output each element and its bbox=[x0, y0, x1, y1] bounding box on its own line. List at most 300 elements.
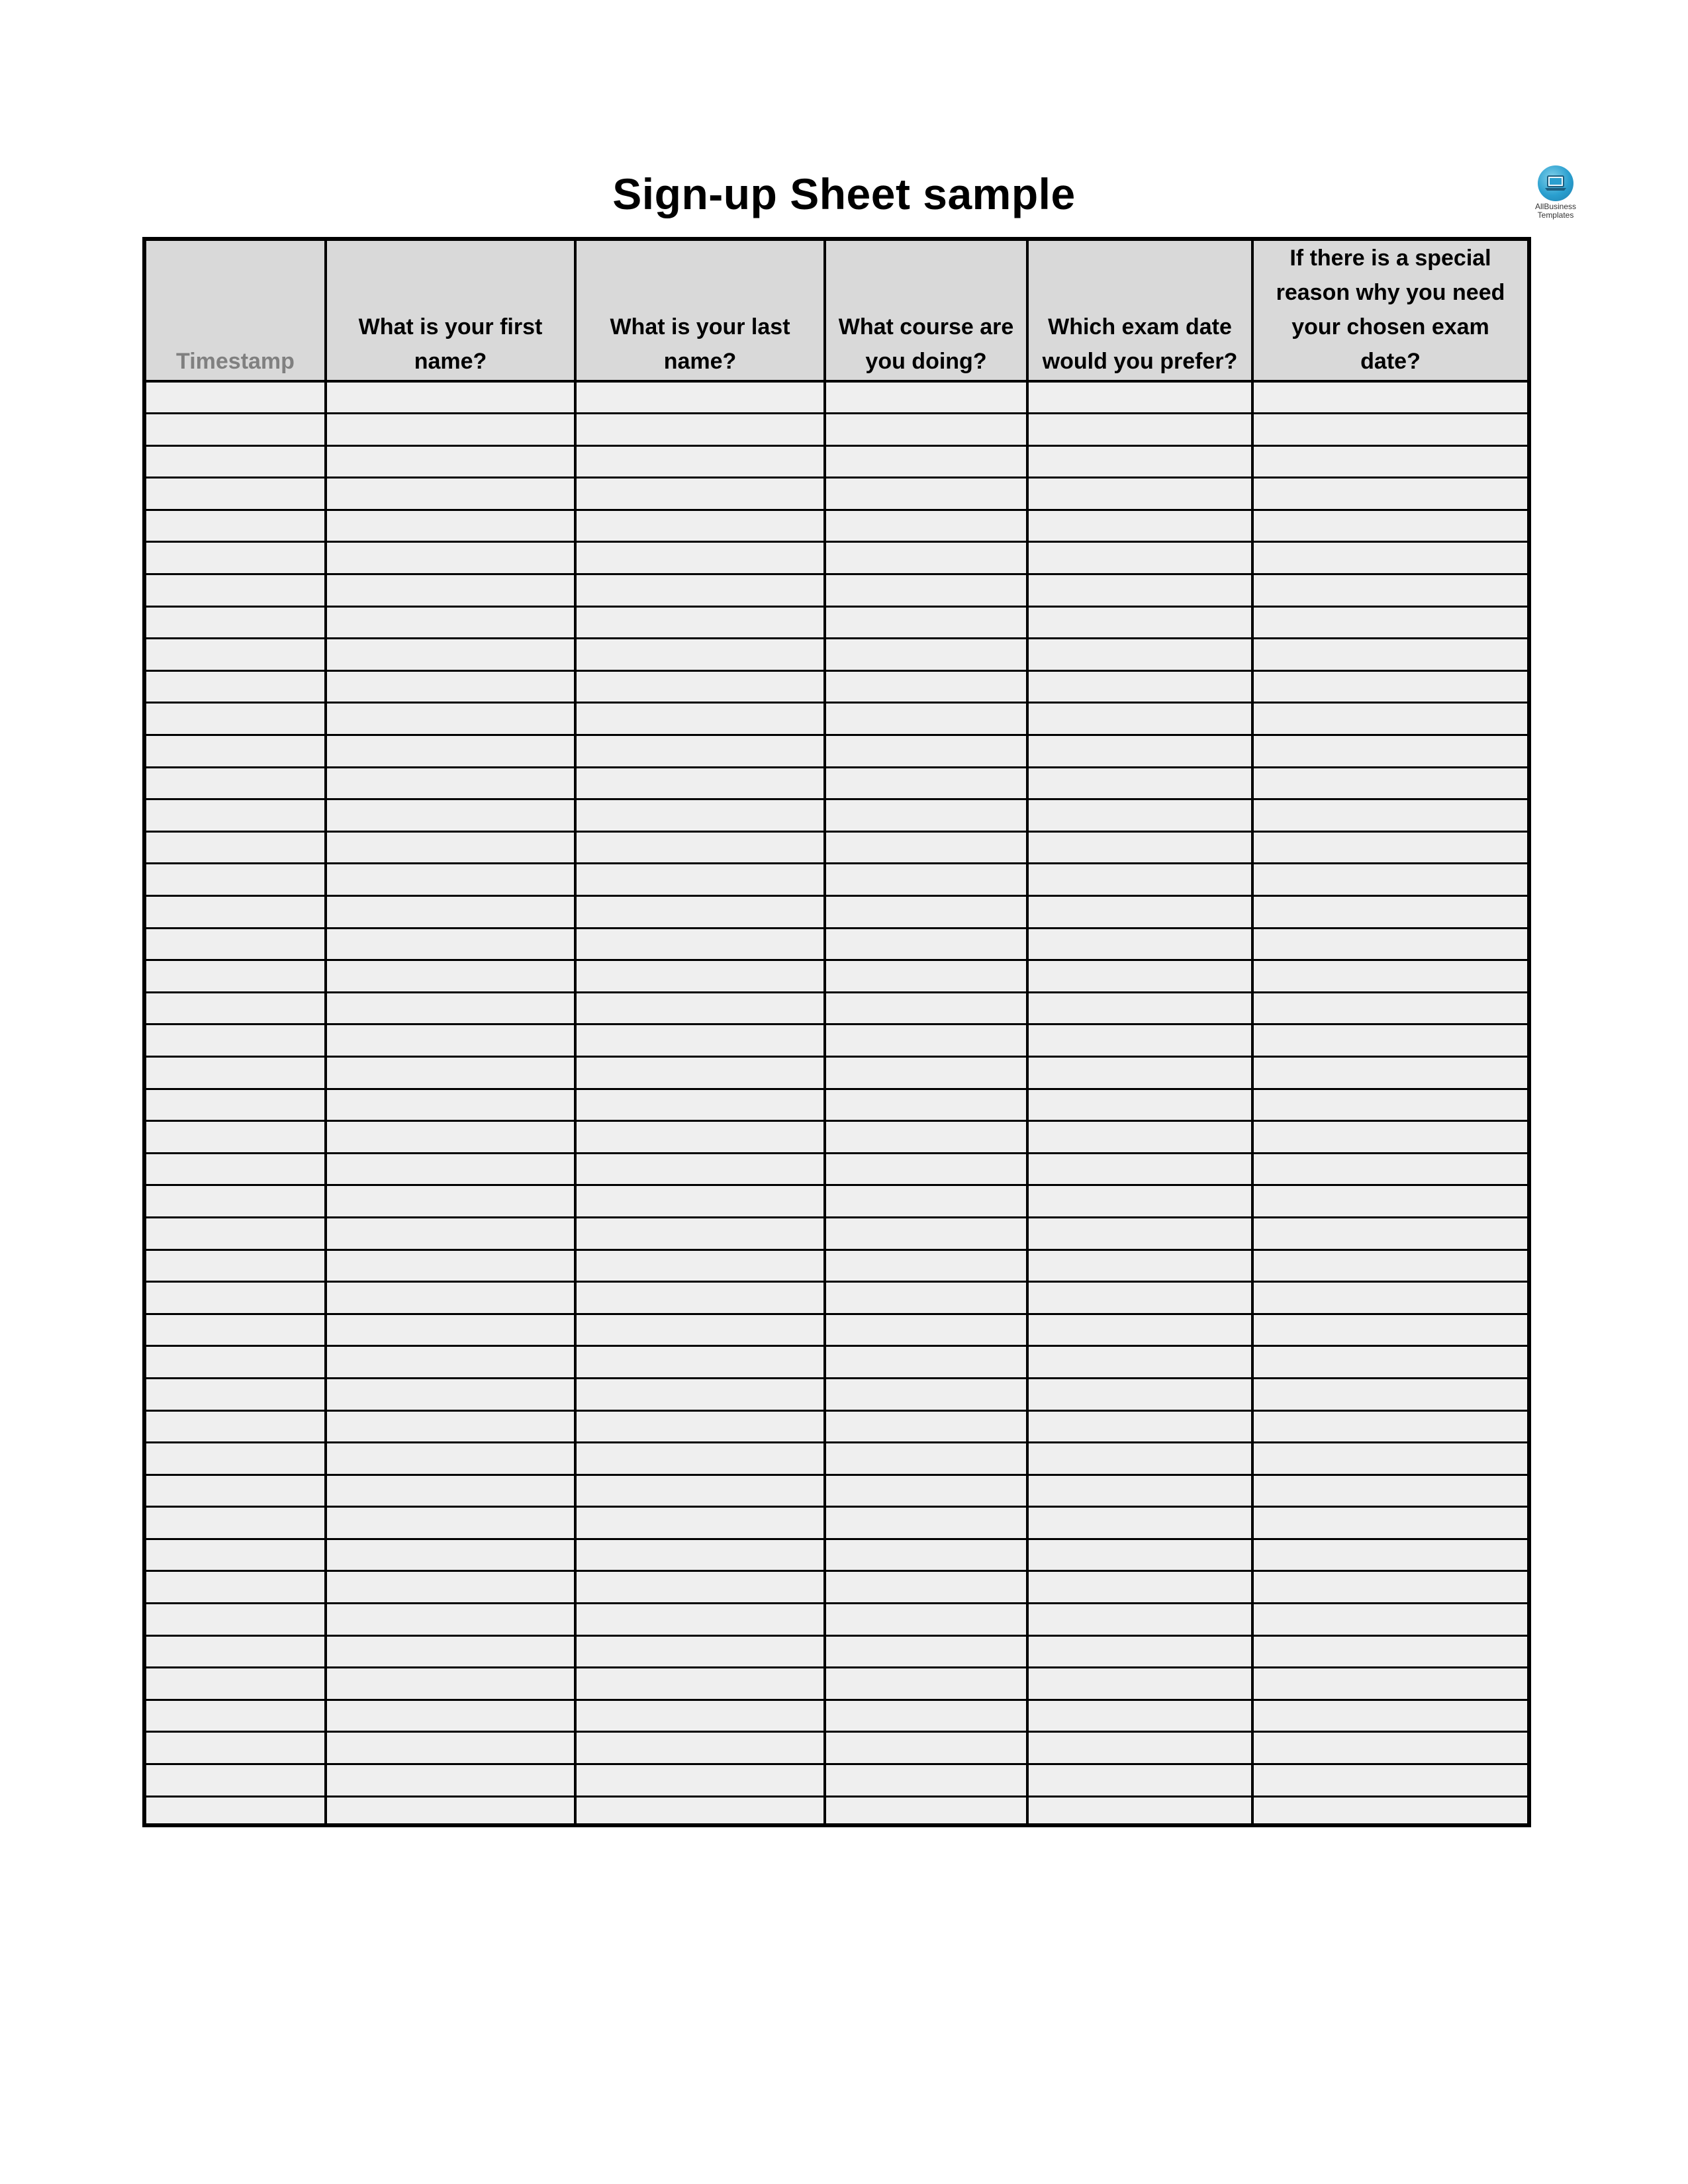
cell-first-name[interactable] bbox=[326, 478, 575, 510]
cell-special-reason[interactable] bbox=[1252, 1346, 1527, 1379]
cell-timestamp[interactable] bbox=[146, 1635, 326, 1668]
cell-timestamp[interactable] bbox=[146, 1056, 326, 1089]
cell-course[interactable] bbox=[825, 735, 1027, 768]
cell-exam-date[interactable] bbox=[1027, 639, 1252, 671]
cell-exam-date[interactable] bbox=[1027, 1732, 1252, 1764]
cell-first-name[interactable] bbox=[326, 1571, 575, 1604]
cell-exam-date[interactable] bbox=[1027, 1410, 1252, 1443]
cell-timestamp[interactable] bbox=[146, 381, 326, 414]
cell-first-name[interactable] bbox=[326, 1764, 575, 1797]
cell-last-name[interactable] bbox=[575, 1571, 825, 1604]
cell-course[interactable] bbox=[825, 1732, 1027, 1764]
cell-timestamp[interactable] bbox=[146, 1700, 326, 1732]
cell-exam-date[interactable] bbox=[1027, 1250, 1252, 1282]
logo-line-2: Templates bbox=[1537, 210, 1574, 220]
cell-last-name[interactable] bbox=[575, 478, 825, 510]
cell-special-reason[interactable] bbox=[1252, 1314, 1527, 1346]
cell-course[interactable] bbox=[825, 1121, 1027, 1154]
cell-exam-date[interactable] bbox=[1027, 1153, 1252, 1185]
cell-timestamp[interactable] bbox=[146, 1604, 326, 1636]
cell-first-name[interactable] bbox=[326, 1635, 575, 1668]
cell-exam-date[interactable] bbox=[1027, 670, 1252, 703]
table-row bbox=[146, 1121, 1527, 1154]
cell-last-name[interactable] bbox=[575, 1056, 825, 1089]
cell-last-name[interactable] bbox=[575, 864, 825, 896]
cell-special-reason[interactable] bbox=[1252, 1475, 1527, 1507]
cell-first-name[interactable] bbox=[326, 445, 575, 478]
cell-course[interactable] bbox=[825, 510, 1027, 542]
cell-first-name[interactable] bbox=[326, 1796, 575, 1827]
cell-course[interactable] bbox=[825, 1314, 1027, 1346]
cell-last-name[interactable] bbox=[575, 1700, 825, 1732]
table-row bbox=[146, 896, 1527, 929]
cell-last-name[interactable] bbox=[575, 639, 825, 671]
cell-exam-date[interactable] bbox=[1027, 606, 1252, 639]
cell-timestamp[interactable] bbox=[146, 831, 326, 864]
table-row bbox=[146, 928, 1527, 960]
cell-special-reason[interactable] bbox=[1252, 735, 1527, 768]
cell-first-name[interactable] bbox=[326, 1346, 575, 1379]
cell-timestamp[interactable] bbox=[146, 1153, 326, 1185]
cell-last-name[interactable] bbox=[575, 1089, 825, 1121]
cell-special-reason[interactable] bbox=[1252, 414, 1527, 446]
cell-course[interactable] bbox=[825, 767, 1027, 799]
cell-special-reason[interactable] bbox=[1252, 1153, 1527, 1185]
cell-first-name[interactable] bbox=[326, 1668, 575, 1700]
cell-exam-date[interactable] bbox=[1027, 1764, 1252, 1797]
cell-last-name[interactable] bbox=[575, 1764, 825, 1797]
cell-timestamp[interactable] bbox=[146, 703, 326, 735]
table-body bbox=[146, 381, 1527, 1827]
cell-last-name[interactable] bbox=[575, 1346, 825, 1379]
cell-first-name[interactable] bbox=[326, 574, 575, 607]
cell-course[interactable] bbox=[825, 542, 1027, 574]
cell-first-name[interactable] bbox=[326, 1089, 575, 1121]
cell-special-reason[interactable] bbox=[1252, 1539, 1527, 1571]
cell-course[interactable] bbox=[825, 864, 1027, 896]
cell-first-name[interactable] bbox=[326, 1507, 575, 1539]
cell-exam-date[interactable] bbox=[1027, 478, 1252, 510]
cell-timestamp[interactable] bbox=[146, 1121, 326, 1154]
cell-first-name[interactable] bbox=[326, 381, 575, 414]
cell-timestamp[interactable] bbox=[146, 1796, 326, 1827]
cell-course[interactable] bbox=[825, 1217, 1027, 1250]
cell-exam-date[interactable] bbox=[1027, 381, 1252, 414]
cell-exam-date[interactable] bbox=[1027, 1378, 1252, 1410]
cell-exam-date[interactable] bbox=[1027, 1539, 1252, 1571]
cell-last-name[interactable] bbox=[575, 703, 825, 735]
cell-last-name[interactable] bbox=[575, 1153, 825, 1185]
cell-first-name[interactable] bbox=[326, 639, 575, 671]
cell-special-reason[interactable] bbox=[1252, 639, 1527, 671]
cell-course[interactable] bbox=[825, 1700, 1027, 1732]
cell-exam-date[interactable] bbox=[1027, 1346, 1252, 1379]
cell-first-name[interactable] bbox=[326, 992, 575, 1024]
cell-last-name[interactable] bbox=[575, 1410, 825, 1443]
cell-exam-date[interactable] bbox=[1027, 1185, 1252, 1218]
cell-last-name[interactable] bbox=[575, 1250, 825, 1282]
cell-last-name[interactable] bbox=[575, 606, 825, 639]
cell-course[interactable] bbox=[825, 1089, 1027, 1121]
table-row bbox=[146, 1217, 1527, 1250]
cell-first-name[interactable] bbox=[326, 928, 575, 960]
cell-timestamp[interactable] bbox=[146, 767, 326, 799]
cell-timestamp[interactable] bbox=[146, 735, 326, 768]
cell-course[interactable] bbox=[825, 1185, 1027, 1218]
cell-first-name[interactable] bbox=[326, 1217, 575, 1250]
cell-exam-date[interactable] bbox=[1027, 1571, 1252, 1604]
table-row bbox=[146, 1475, 1527, 1507]
cell-special-reason[interactable] bbox=[1252, 1571, 1527, 1604]
cell-first-name[interactable] bbox=[326, 864, 575, 896]
cell-first-name[interactable] bbox=[326, 831, 575, 864]
cell-exam-date[interactable] bbox=[1027, 992, 1252, 1024]
cell-exam-date[interactable] bbox=[1027, 1635, 1252, 1668]
cell-last-name[interactable] bbox=[575, 928, 825, 960]
cell-timestamp[interactable] bbox=[146, 606, 326, 639]
cell-special-reason[interactable] bbox=[1252, 1024, 1527, 1057]
cell-first-name[interactable] bbox=[326, 1410, 575, 1443]
cell-special-reason[interactable] bbox=[1252, 1764, 1527, 1797]
cell-timestamp[interactable] bbox=[146, 1668, 326, 1700]
cell-last-name[interactable] bbox=[575, 1796, 825, 1827]
cell-timestamp[interactable] bbox=[146, 992, 326, 1024]
column-header-course: What course are you doing? bbox=[825, 241, 1027, 381]
cell-exam-date[interactable] bbox=[1027, 1700, 1252, 1732]
cell-course[interactable] bbox=[825, 960, 1027, 993]
cell-first-name[interactable] bbox=[326, 1475, 575, 1507]
cell-timestamp[interactable] bbox=[146, 1475, 326, 1507]
cell-exam-date[interactable] bbox=[1027, 414, 1252, 446]
cell-exam-date[interactable] bbox=[1027, 799, 1252, 832]
cell-course[interactable] bbox=[825, 639, 1027, 671]
cell-course[interactable] bbox=[825, 1250, 1027, 1282]
cell-last-name[interactable] bbox=[575, 1185, 825, 1218]
cell-first-name[interactable] bbox=[326, 799, 575, 832]
cell-course[interactable] bbox=[825, 670, 1027, 703]
cell-first-name[interactable] bbox=[326, 1700, 575, 1732]
cell-special-reason[interactable] bbox=[1252, 864, 1527, 896]
cell-timestamp[interactable] bbox=[146, 670, 326, 703]
cell-special-reason[interactable] bbox=[1252, 445, 1527, 478]
cell-special-reason[interactable] bbox=[1252, 510, 1527, 542]
cell-timestamp[interactable] bbox=[146, 639, 326, 671]
cell-exam-date[interactable] bbox=[1027, 1217, 1252, 1250]
cell-first-name[interactable] bbox=[326, 1153, 575, 1185]
cell-special-reason[interactable] bbox=[1252, 1089, 1527, 1121]
table-row bbox=[146, 960, 1527, 993]
cell-timestamp[interactable] bbox=[146, 1024, 326, 1057]
cell-exam-date[interactable] bbox=[1027, 1507, 1252, 1539]
table-row bbox=[146, 1089, 1527, 1121]
cell-course[interactable] bbox=[825, 831, 1027, 864]
cell-last-name[interactable] bbox=[575, 1443, 825, 1475]
cell-exam-date[interactable] bbox=[1027, 1796, 1252, 1827]
cell-exam-date[interactable] bbox=[1027, 1314, 1252, 1346]
cell-exam-date[interactable] bbox=[1027, 1089, 1252, 1121]
cell-course[interactable] bbox=[825, 606, 1027, 639]
cell-last-name[interactable] bbox=[575, 414, 825, 446]
cell-course[interactable] bbox=[825, 1604, 1027, 1636]
cell-course[interactable] bbox=[825, 478, 1027, 510]
cell-special-reason[interactable] bbox=[1252, 1185, 1527, 1218]
cell-special-reason[interactable] bbox=[1252, 1507, 1527, 1539]
cell-timestamp[interactable] bbox=[146, 1217, 326, 1250]
cell-first-name[interactable] bbox=[326, 1185, 575, 1218]
cell-special-reason[interactable] bbox=[1252, 1121, 1527, 1154]
cell-exam-date[interactable] bbox=[1027, 864, 1252, 896]
cell-exam-date[interactable] bbox=[1027, 703, 1252, 735]
cell-course[interactable] bbox=[825, 445, 1027, 478]
cell-special-reason[interactable] bbox=[1252, 574, 1527, 607]
cell-course[interactable] bbox=[825, 574, 1027, 607]
cell-timestamp[interactable] bbox=[146, 1314, 326, 1346]
cell-special-reason[interactable] bbox=[1252, 703, 1527, 735]
cell-last-name[interactable] bbox=[575, 992, 825, 1024]
cell-special-reason[interactable] bbox=[1252, 1217, 1527, 1250]
cell-course[interactable] bbox=[825, 1507, 1027, 1539]
cell-course[interactable] bbox=[825, 381, 1027, 414]
table-row bbox=[146, 1024, 1527, 1057]
cell-course[interactable] bbox=[825, 703, 1027, 735]
cell-timestamp[interactable] bbox=[146, 928, 326, 960]
cell-first-name[interactable] bbox=[326, 735, 575, 768]
cell-course[interactable] bbox=[825, 1443, 1027, 1475]
signup-table-frame bbox=[142, 237, 1531, 1827]
cell-exam-date[interactable] bbox=[1027, 1668, 1252, 1700]
cell-special-reason[interactable] bbox=[1252, 799, 1527, 832]
cell-special-reason[interactable] bbox=[1252, 1635, 1527, 1668]
table-row bbox=[146, 606, 1527, 639]
column-header-last-name: What is your last name? bbox=[575, 241, 825, 381]
cell-exam-date[interactable] bbox=[1027, 1024, 1252, 1057]
cell-special-reason[interactable] bbox=[1252, 1796, 1527, 1827]
cell-first-name[interactable] bbox=[326, 1121, 575, 1154]
cell-course[interactable] bbox=[825, 799, 1027, 832]
cell-exam-date[interactable] bbox=[1027, 1121, 1252, 1154]
cell-course[interactable] bbox=[825, 414, 1027, 446]
cell-timestamp[interactable] bbox=[146, 1282, 326, 1314]
cell-first-name[interactable] bbox=[326, 1443, 575, 1475]
cell-exam-date[interactable] bbox=[1027, 735, 1252, 768]
table-row bbox=[146, 445, 1527, 478]
cell-special-reason[interactable] bbox=[1252, 896, 1527, 929]
cell-last-name[interactable] bbox=[575, 1507, 825, 1539]
cell-course[interactable] bbox=[825, 1571, 1027, 1604]
cell-first-name[interactable] bbox=[326, 606, 575, 639]
cell-first-name[interactable] bbox=[326, 542, 575, 574]
cell-timestamp[interactable] bbox=[146, 1185, 326, 1218]
cell-last-name[interactable] bbox=[575, 831, 825, 864]
cell-last-name[interactable] bbox=[575, 1378, 825, 1410]
cell-last-name[interactable] bbox=[575, 799, 825, 832]
cell-last-name[interactable] bbox=[575, 1604, 825, 1636]
table-row bbox=[146, 542, 1527, 574]
cell-special-reason[interactable] bbox=[1252, 1410, 1527, 1443]
cell-special-reason[interactable] bbox=[1252, 831, 1527, 864]
cell-exam-date[interactable] bbox=[1027, 1604, 1252, 1636]
cell-first-name[interactable] bbox=[326, 1539, 575, 1571]
cell-exam-date[interactable] bbox=[1027, 1056, 1252, 1089]
cell-first-name[interactable] bbox=[326, 896, 575, 929]
cell-first-name[interactable] bbox=[326, 1378, 575, 1410]
cell-timestamp[interactable] bbox=[146, 510, 326, 542]
cell-course[interactable] bbox=[825, 1282, 1027, 1314]
cell-first-name[interactable] bbox=[326, 1604, 575, 1636]
cell-exam-date[interactable] bbox=[1027, 445, 1252, 478]
cell-last-name[interactable] bbox=[575, 1282, 825, 1314]
cell-first-name[interactable] bbox=[326, 670, 575, 703]
cell-timestamp[interactable] bbox=[146, 478, 326, 510]
table-row bbox=[146, 1153, 1527, 1185]
cell-last-name[interactable] bbox=[575, 670, 825, 703]
cell-timestamp[interactable] bbox=[146, 1507, 326, 1539]
cell-first-name[interactable] bbox=[326, 414, 575, 446]
cell-exam-date[interactable] bbox=[1027, 928, 1252, 960]
cell-timestamp[interactable] bbox=[146, 960, 326, 993]
cell-first-name[interactable] bbox=[326, 1282, 575, 1314]
cell-exam-date[interactable] bbox=[1027, 1282, 1252, 1314]
cell-exam-date[interactable] bbox=[1027, 510, 1252, 542]
cell-first-name[interactable] bbox=[326, 767, 575, 799]
cell-exam-date[interactable] bbox=[1027, 574, 1252, 607]
cell-first-name[interactable] bbox=[326, 1024, 575, 1057]
cell-timestamp[interactable] bbox=[146, 1764, 326, 1797]
cell-special-reason[interactable] bbox=[1252, 928, 1527, 960]
cell-timestamp[interactable] bbox=[146, 896, 326, 929]
cell-first-name[interactable] bbox=[326, 703, 575, 735]
cell-last-name[interactable] bbox=[575, 1314, 825, 1346]
cell-last-name[interactable] bbox=[575, 381, 825, 414]
table-row bbox=[146, 864, 1527, 896]
cell-timestamp[interactable] bbox=[146, 1250, 326, 1282]
cell-special-reason[interactable] bbox=[1252, 1732, 1527, 1764]
cell-last-name[interactable] bbox=[575, 445, 825, 478]
cell-course[interactable] bbox=[825, 1056, 1027, 1089]
cell-special-reason[interactable] bbox=[1252, 767, 1527, 799]
cell-special-reason[interactable] bbox=[1252, 960, 1527, 993]
cell-special-reason[interactable] bbox=[1252, 381, 1527, 414]
cell-course[interactable] bbox=[825, 1024, 1027, 1057]
table-row bbox=[146, 381, 1527, 414]
cell-course[interactable] bbox=[825, 1378, 1027, 1410]
cell-first-name[interactable] bbox=[326, 1732, 575, 1764]
cell-timestamp[interactable] bbox=[146, 1732, 326, 1764]
cell-course[interactable] bbox=[825, 1668, 1027, 1700]
cell-timestamp[interactable] bbox=[146, 1539, 326, 1571]
cell-last-name[interactable] bbox=[575, 1732, 825, 1764]
cell-special-reason[interactable] bbox=[1252, 992, 1527, 1024]
cell-timestamp[interactable] bbox=[146, 542, 326, 574]
cell-last-name[interactable] bbox=[575, 574, 825, 607]
cell-course[interactable] bbox=[825, 1346, 1027, 1379]
cell-last-name[interactable] bbox=[575, 1475, 825, 1507]
cell-course[interactable] bbox=[825, 896, 1027, 929]
cell-timestamp[interactable] bbox=[146, 1089, 326, 1121]
cell-special-reason[interactable] bbox=[1252, 670, 1527, 703]
cell-first-name[interactable] bbox=[326, 1056, 575, 1089]
table-row bbox=[146, 1314, 1527, 1346]
cell-special-reason[interactable] bbox=[1252, 478, 1527, 510]
cell-last-name[interactable] bbox=[575, 510, 825, 542]
table-row bbox=[146, 510, 1527, 542]
cell-exam-date[interactable] bbox=[1027, 896, 1252, 929]
cell-exam-date[interactable] bbox=[1027, 831, 1252, 864]
cell-last-name[interactable] bbox=[575, 735, 825, 768]
cell-first-name[interactable] bbox=[326, 1250, 575, 1282]
cell-last-name[interactable] bbox=[575, 1635, 825, 1668]
cell-timestamp[interactable] bbox=[146, 1443, 326, 1475]
table-row bbox=[146, 1443, 1527, 1475]
cell-exam-date[interactable] bbox=[1027, 767, 1252, 799]
logo-text bbox=[1519, 203, 1592, 220]
cell-special-reason[interactable] bbox=[1252, 1443, 1527, 1475]
cell-course[interactable] bbox=[825, 1635, 1027, 1668]
cell-exam-date[interactable] bbox=[1027, 960, 1252, 993]
cell-special-reason[interactable] bbox=[1252, 1668, 1527, 1700]
cell-timestamp[interactable] bbox=[146, 414, 326, 446]
cell-special-reason[interactable] bbox=[1252, 1700, 1527, 1732]
cell-course[interactable] bbox=[825, 1539, 1027, 1571]
cell-course[interactable] bbox=[825, 1410, 1027, 1443]
cell-last-name[interactable] bbox=[575, 767, 825, 799]
cell-course[interactable] bbox=[825, 1475, 1027, 1507]
cell-last-name[interactable] bbox=[575, 1024, 825, 1057]
cell-timestamp[interactable] bbox=[146, 1346, 326, 1379]
table-row bbox=[146, 1700, 1527, 1732]
cell-last-name[interactable] bbox=[575, 896, 825, 929]
cell-special-reason[interactable] bbox=[1252, 1056, 1527, 1089]
header-row bbox=[146, 241, 1527, 381]
cell-last-name[interactable] bbox=[575, 1539, 825, 1571]
table-row bbox=[146, 1410, 1527, 1443]
cell-last-name[interactable] bbox=[575, 1668, 825, 1700]
cell-course[interactable] bbox=[825, 1153, 1027, 1185]
cell-exam-date[interactable] bbox=[1027, 1475, 1252, 1507]
column-header-exam-date: Which exam date would you prefer? bbox=[1027, 241, 1252, 381]
cell-course[interactable] bbox=[825, 1796, 1027, 1827]
cell-course[interactable] bbox=[825, 928, 1027, 960]
cell-last-name[interactable] bbox=[575, 1217, 825, 1250]
cell-course[interactable] bbox=[825, 1764, 1027, 1797]
table-row bbox=[146, 703, 1527, 735]
cell-timestamp[interactable] bbox=[146, 799, 326, 832]
cell-special-reason[interactable] bbox=[1252, 606, 1527, 639]
cell-timestamp[interactable] bbox=[146, 1410, 326, 1443]
cell-timestamp[interactable] bbox=[146, 1378, 326, 1410]
cell-special-reason[interactable] bbox=[1252, 1282, 1527, 1314]
cell-last-name[interactable] bbox=[575, 1121, 825, 1154]
signup-table bbox=[146, 241, 1527, 1827]
cell-first-name[interactable] bbox=[326, 960, 575, 993]
cell-last-name[interactable] bbox=[575, 960, 825, 993]
cell-exam-date[interactable] bbox=[1027, 1443, 1252, 1475]
cell-timestamp[interactable] bbox=[146, 1571, 326, 1604]
cell-timestamp[interactable] bbox=[146, 445, 326, 478]
cell-special-reason[interactable] bbox=[1252, 1604, 1527, 1636]
cell-timestamp[interactable] bbox=[146, 574, 326, 607]
cell-special-reason[interactable] bbox=[1252, 542, 1527, 574]
cell-last-name[interactable] bbox=[575, 542, 825, 574]
cell-first-name[interactable] bbox=[326, 1314, 575, 1346]
cell-special-reason[interactable] bbox=[1252, 1250, 1527, 1282]
cell-course[interactable] bbox=[825, 992, 1027, 1024]
column-header-special-reason: If there is a special reason why you need your chosen exam date? bbox=[1252, 241, 1527, 381]
cell-special-reason[interactable] bbox=[1252, 1378, 1527, 1410]
cell-timestamp[interactable] bbox=[146, 864, 326, 896]
cell-exam-date[interactable] bbox=[1027, 542, 1252, 574]
cell-first-name[interactable] bbox=[326, 510, 575, 542]
